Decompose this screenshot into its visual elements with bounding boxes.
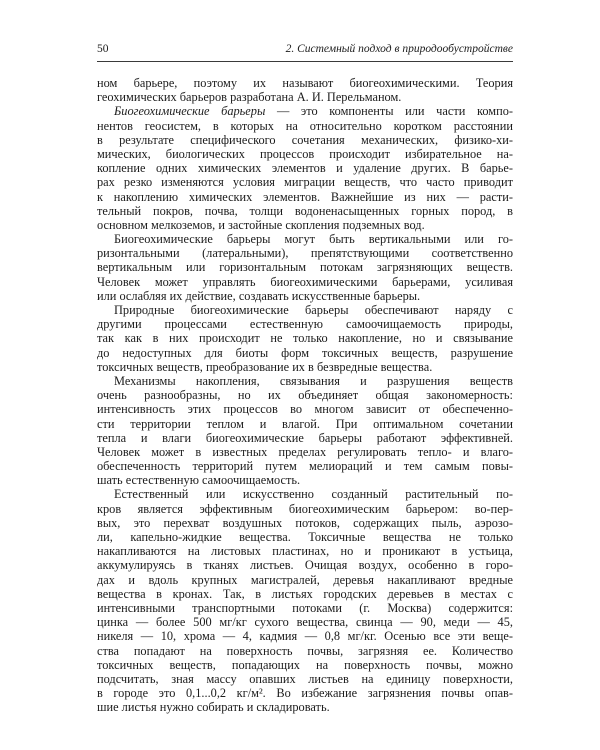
line-text: или ослабляя их действие, создавать искусственные барьеры. xyxy=(97,288,421,303)
text-line xyxy=(97,289,513,303)
line-text: очень разнообразны, но их объединяет общая закономерность: xyxy=(97,388,513,403)
line-text: ли, капельно-жидкие вещества. Токсичные вещества не только xyxy=(97,530,513,544)
text-line xyxy=(97,686,513,700)
text-line xyxy=(97,487,513,501)
text-line xyxy=(97,147,513,161)
line-text: вых, это перехват воздушных потоков, содержащих пыль, аэрозо- xyxy=(97,515,513,530)
text-line xyxy=(97,246,513,260)
line-text: вещества в кронах. Так, в листьях городских деревьев в местах с xyxy=(97,586,513,601)
text-line xyxy=(97,303,513,317)
line-text: к накоплению химических элементов. Важнейшие из них — расти- xyxy=(97,189,513,204)
text-line xyxy=(97,402,513,416)
text-line xyxy=(97,544,513,558)
running-title: 2. Системный подход в природообустройстве xyxy=(285,43,513,55)
line-text: ризонтальными (латеральными), препятствующими соответственно xyxy=(97,246,513,261)
line-text: кров является эффективным биогеохимическим барьером: во-пер- xyxy=(97,501,513,516)
line-text: Человек может управлять биогеохимическими барьерами, усиливая xyxy=(97,274,513,289)
body-text xyxy=(97,76,513,714)
line-text: Природные биогеохимические барьеры обеспечивают наряду с xyxy=(114,303,513,317)
text-line xyxy=(97,374,513,388)
text-line xyxy=(97,700,513,714)
paragraph xyxy=(97,487,513,714)
text-line xyxy=(97,204,513,218)
text-line xyxy=(97,516,513,530)
text-line xyxy=(97,232,513,246)
text-line xyxy=(97,388,513,402)
text-line xyxy=(97,445,513,459)
text-line xyxy=(97,175,513,189)
line-text: до недоступных для биоты форм токсичных веществ, разрушение xyxy=(97,345,513,360)
line-text: тельный покров, почва, толщи водоненасыщенных горных пород, в xyxy=(97,203,513,218)
line-text: токсичных веществ, попадающих на поверхность почвы, можно xyxy=(97,657,513,672)
header-divider xyxy=(97,61,513,62)
text-line xyxy=(97,459,513,473)
line-text: никеля — 10, хрома — 4, кадмия — 0,8 мг/кг. Осенью все эти веще- xyxy=(97,629,513,644)
line-text: сти территории теплом и влагой. При оптимальном сочетании xyxy=(97,416,513,431)
term-emphasis: Биогеохимические барьеры xyxy=(114,104,266,119)
text-line xyxy=(97,615,513,629)
paragraph xyxy=(97,374,513,488)
line-text: Биогеохимические барьеры могут быть вертикальными или го- xyxy=(114,232,513,247)
text-line xyxy=(97,360,513,374)
text-line xyxy=(97,601,513,615)
text-line xyxy=(97,346,513,360)
text-line xyxy=(97,119,513,133)
text-line xyxy=(97,260,513,274)
paragraph xyxy=(97,303,513,374)
line-text: так как в них происходит не только накопление, но и связывание xyxy=(97,331,513,346)
line-text: вертикальным или горизонтальным потокам загрязняющих веществ. xyxy=(97,260,513,275)
line-text: интенсивными транспортными потоками (г. Москва) содержится: xyxy=(97,600,513,615)
line-text: копление одних химических элементов и удаление других. В барье- xyxy=(97,161,513,176)
text-line xyxy=(97,587,513,601)
line-text: рах резко изменяются условия миграции веществ, что часто приводит xyxy=(97,175,513,190)
text-line xyxy=(97,672,513,686)
text-line xyxy=(97,629,513,643)
text-line xyxy=(97,161,513,175)
line-text: мических, биологических процессов происходит избирательное на- xyxy=(97,146,513,161)
page-number: 50 xyxy=(97,43,109,55)
line-text: ном барьере, поэтому их называют биогеохимическими. Теория xyxy=(97,76,513,90)
line-text: подсчитать, зная массу опавших листьев на единицу поверхности, xyxy=(97,671,513,686)
text-line xyxy=(97,502,513,516)
paragraph xyxy=(97,76,513,104)
text-line xyxy=(97,133,513,147)
line-text: цинка — более 500 мг/кг сухого вещества, свинца — 90, меди — 45, xyxy=(97,615,513,630)
line-text: ства попадают на поверхность почвы, загрязняя ее. Количество xyxy=(97,643,513,658)
line-text: Механизмы накопления, связывания и разрушения веществ xyxy=(114,373,513,388)
text-line xyxy=(97,573,513,587)
line-text: в городе это 0,1...0,2 кг/м². Во избежание загрязнения почвы опав- xyxy=(97,686,513,701)
text-line xyxy=(97,218,513,232)
line-text: аккумулируясь в тканях листьев. Очищая воздух, особенно в горо- xyxy=(97,558,513,573)
text-line xyxy=(97,530,513,544)
line-text: Естественный или искусственно созданный растительный по- xyxy=(114,487,513,502)
text-line xyxy=(97,658,513,672)
line-text: основном мелкоземов, и застойные скопления подземных вод. xyxy=(97,217,425,232)
text-line xyxy=(97,558,513,572)
line-text: тепла и влаги биогеохимические барьеры работают эффективней. xyxy=(97,430,513,445)
line-text: Человек может в известных пределах регулировать тепло- и влаго- xyxy=(97,444,513,459)
text-line xyxy=(97,644,513,658)
text-line xyxy=(97,275,513,289)
line-text: — это компоненты или части компо- xyxy=(265,104,513,119)
line-text: накапливаются на листовых пластинах, но и проникают в устьица, xyxy=(97,544,513,559)
text-line xyxy=(97,431,513,445)
text-line xyxy=(97,190,513,204)
line-text: другими процессами естественную самоочищаемость природы, xyxy=(97,317,513,332)
paragraph xyxy=(97,104,513,232)
text-line xyxy=(97,417,513,431)
line-text: дах и вдоль крупных магистралей, деревья накапливают вредные xyxy=(97,572,513,587)
line-text: интенсивность этих процессов во многом зависит от обеспеченно- xyxy=(97,402,513,417)
line-text: шие листья нужно собирать и складировать. xyxy=(97,700,330,715)
text-line xyxy=(97,331,513,345)
paragraph xyxy=(97,232,513,303)
text-line xyxy=(97,317,513,331)
line-text: нентов геосистем, в которых на относительно коротком расстоянии xyxy=(97,118,513,133)
text-line xyxy=(97,90,513,104)
text-line xyxy=(97,473,513,487)
line-text: токсичных веществ, преобразование их в безвредные вещества. xyxy=(97,359,433,374)
line-text: в результате специфического сочетания механических, физико-хи- xyxy=(97,132,513,147)
line-text: шать естественную самоочищаемость. xyxy=(97,473,301,488)
line-text: обеспеченность территорий путем мелиораций и тем самым повы- xyxy=(97,459,513,474)
text-line xyxy=(97,104,513,118)
line-text: геохимических барьеров разработана А. И. Перельманом. xyxy=(97,90,402,105)
text-line xyxy=(97,76,513,90)
